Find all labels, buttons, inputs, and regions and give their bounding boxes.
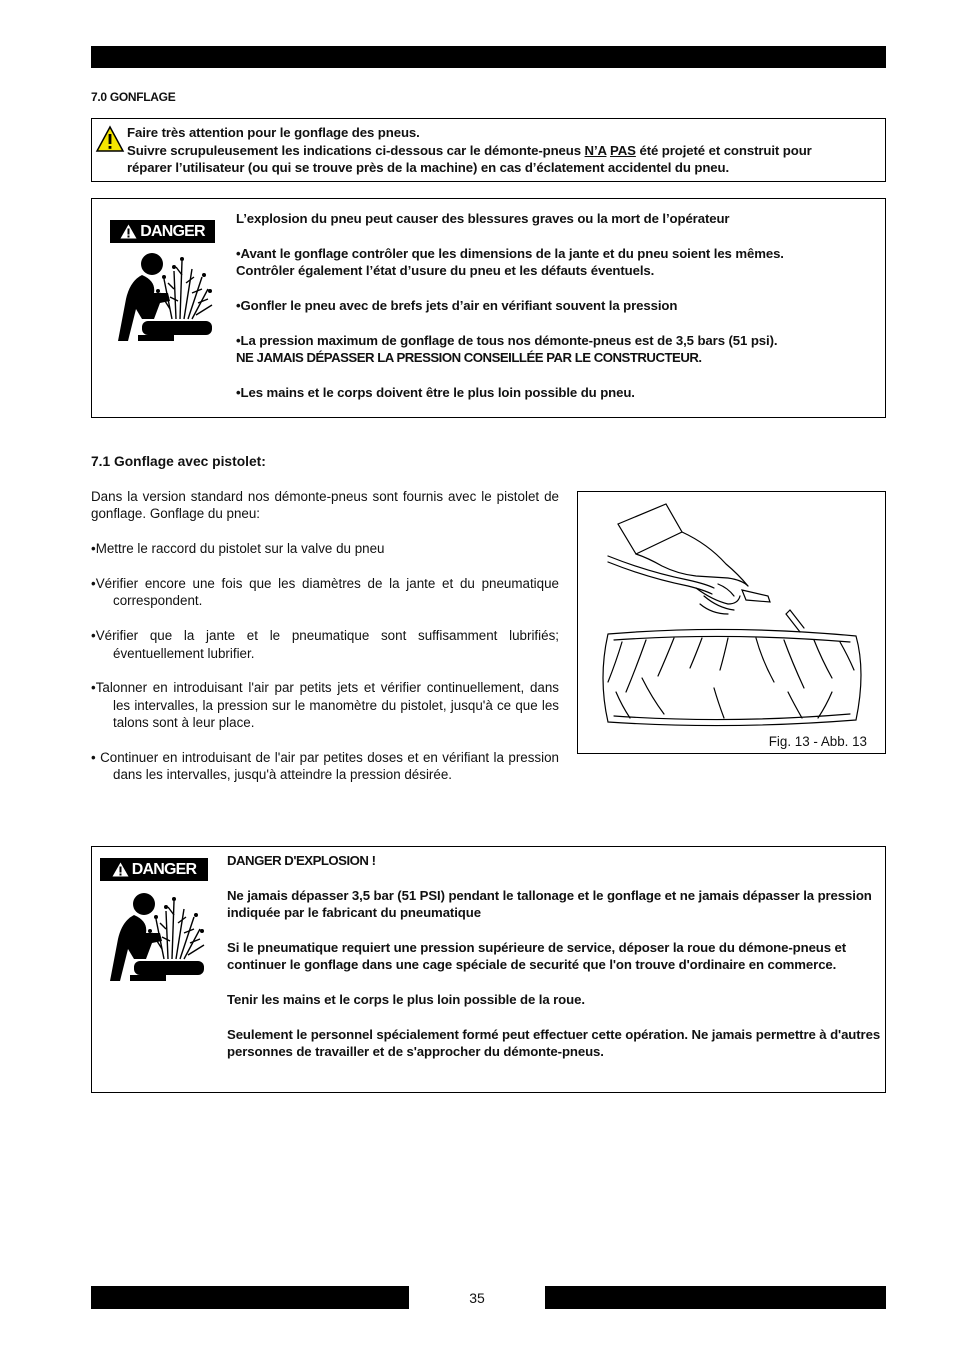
footer-bar-right xyxy=(545,1286,886,1309)
explosion-hazard-icon xyxy=(112,249,217,347)
warning-line-3: réparer l’utilisateur (ou qui se trouve près de la machine) en cas d’éclatement accidentel du pneu. xyxy=(127,160,730,175)
danger-box-2 xyxy=(91,846,886,1093)
danger-triangle-icon xyxy=(120,224,137,239)
warning-box xyxy=(91,118,886,182)
warning-text xyxy=(127,124,887,177)
danger-box-1 xyxy=(91,198,886,418)
body-text: Dans la version standard nos démonte-pneus sont fournis avec le pistolet de gonflage. Gonflage du pneu: •Mettre le raccord du pistolet sur la valve du pneu •Vérifier encore une fois que les diamètres de la jante et du pneumatique correspondent. •Vérifier que la jante et le pneumatique sont suffisamment lubrifiés; éventuellement lubrifier. •Talonner en introduisant l'air par petits jets et vérifier continuellement, dans les intervalles, la pression sur le manomètre du pistolet, jusqu'à ce que les talons sont à leur place. • Continuer en introduisant de l'air par petites doses et en vérifiant la pression dans les intervalles, jusqu'à atteindre la pression désirée. xyxy=(91,489,559,783)
explosion-hazard-icon xyxy=(104,889,209,987)
warning-line-2: Suivre scrupuleusement les indications ci-dessous car le démonte-pneus N’A PAS été projeté et construit pour xyxy=(127,142,812,158)
section-title: 7.0 GONFLAGE xyxy=(91,90,176,104)
subsection-title: 7.1 Gonflage avec pistolet: xyxy=(91,454,266,469)
warning-line-1: Faire très attention pour le gonflage des pneus. xyxy=(127,125,420,140)
danger-text-2: DANGER D'EXPLOSION ! Ne jamais dépasser 3,5 bar (51 PSI) pendant le tallonage et le gonflage et ne jamais dépasser la pression indiquée par le fabricant du pneumatique Si le pneumatique requiert une pression supérieure de service, déposer la roue du démone-pneus et continuer le gonflage dans une cage spéciale de securité que l'on trouve d'ordinaire en commerce. Tenir les mains et le corps le plus loin possible de la roue. Seulement le personnel spécialement formé peut effectuer cette opération. Ne jamais permettre à d'autres personnes de travailler et de s'approcher du démonte-pneus. xyxy=(227,853,881,1060)
danger-label: DANGER xyxy=(110,220,215,243)
figure-13 xyxy=(577,491,886,754)
inflation-gun-drawing xyxy=(578,492,885,732)
footer-bar-left xyxy=(91,1286,409,1309)
danger-triangle-icon xyxy=(112,862,129,877)
figure-caption: Fig. 13 - Abb. 13 xyxy=(768,734,867,749)
page-number: 35 xyxy=(469,1290,485,1306)
warning-icon xyxy=(95,125,125,153)
header-bar xyxy=(91,46,886,68)
danger-label: DANGER xyxy=(100,858,208,881)
danger-text-1: L’explosion du pneu peut causer des blessures graves ou la mort de l’opérateur •Avant le gonflage contrôler que les dimensions de la jante et du pneu soient les mêmes. Contrôler également l’état d’usure du pneu et les défauts éventuels. •Gonfler le pneu avec de brefs jets d’air en vérifiant souvent la pression •La pression maximum de gonflage de tous nos démonte-pneus est de 3,5 bars (51 psi). NE JAMAIS DÉPASSER LA PRESSION CONSEILLÉE PAR LE CONSTRUCTEUR. •Les mains et le corps doivent être le plus loin possible du pneu. xyxy=(236,211,784,400)
